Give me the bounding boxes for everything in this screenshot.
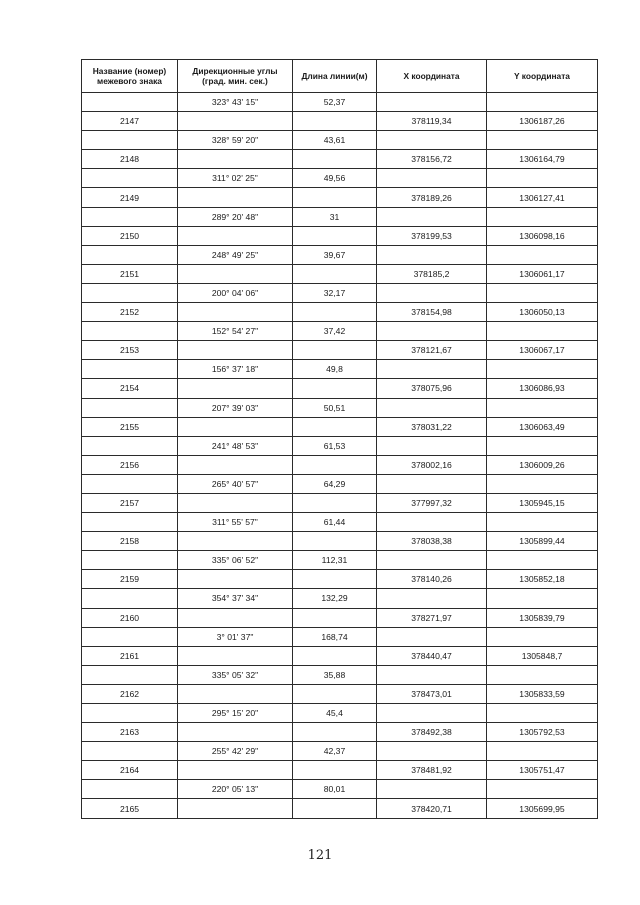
point-x: 378420,71: [377, 799, 487, 818]
empty-cell: [487, 589, 598, 608]
line-length: 35,88: [293, 665, 377, 684]
page-number: 121: [307, 848, 333, 863]
empty-cell: [293, 112, 377, 131]
point-name: 2158: [82, 532, 178, 551]
empty-cell: [178, 379, 293, 398]
line-row: [82, 665, 598, 684]
empty-cell: [377, 360, 487, 379]
line-row: [82, 436, 598, 455]
point-x: 378271,97: [377, 608, 487, 627]
point-y: 1306067,17: [487, 341, 598, 360]
line-length: 64,29: [293, 474, 377, 493]
line-row: [82, 704, 598, 723]
point-name: 2165: [82, 799, 178, 818]
empty-cell: [82, 245, 178, 264]
point-row: [82, 493, 598, 512]
line-angle: 311° 55' 57": [178, 513, 293, 532]
empty-cell: [487, 474, 598, 493]
empty-cell: [178, 303, 293, 322]
empty-cell: [82, 283, 178, 302]
empty-cell: [178, 112, 293, 131]
line-row: [82, 513, 598, 532]
empty-cell: [293, 341, 377, 360]
point-row: [82, 150, 598, 169]
empty-cell: [487, 436, 598, 455]
empty-cell: [178, 150, 293, 169]
empty-cell: [377, 207, 487, 226]
line-length: 49,56: [293, 169, 377, 188]
line-row: [82, 742, 598, 761]
point-name: 2159: [82, 570, 178, 589]
empty-cell: [377, 665, 487, 684]
point-name: 2155: [82, 417, 178, 436]
point-x: 378473,01: [377, 684, 487, 703]
point-row: [82, 417, 598, 436]
empty-cell: [377, 322, 487, 341]
empty-cell: [487, 245, 598, 264]
line-angle: 248° 49' 25": [178, 245, 293, 264]
line-row: [82, 169, 598, 188]
point-name: 2153: [82, 341, 178, 360]
point-name: 2147: [82, 112, 178, 131]
empty-cell: [293, 455, 377, 474]
point-x: 378075,96: [377, 379, 487, 398]
empty-cell: [293, 608, 377, 627]
empty-cell: [487, 398, 598, 417]
empty-cell: [293, 761, 377, 780]
line-length: 168,74: [293, 627, 377, 646]
point-y: 1305945,15: [487, 493, 598, 512]
line-length: 39,67: [293, 245, 377, 264]
empty-cell: [82, 665, 178, 684]
header-y: Y координата: [487, 60, 598, 93]
point-x: 377997,32: [377, 493, 487, 512]
empty-cell: [82, 780, 178, 799]
empty-cell: [293, 684, 377, 703]
empty-cell: [377, 398, 487, 417]
line-row: [82, 322, 598, 341]
empty-cell: [82, 131, 178, 150]
point-y: 1306061,17: [487, 264, 598, 283]
point-row: [82, 532, 598, 551]
empty-cell: [293, 379, 377, 398]
line-length: 31: [293, 207, 377, 226]
empty-cell: [178, 646, 293, 665]
point-y: 1306009,26: [487, 455, 598, 474]
empty-cell: [178, 684, 293, 703]
point-name: 2150: [82, 226, 178, 245]
coordinates-table: [81, 59, 598, 819]
empty-cell: [487, 780, 598, 799]
point-x: 378121,67: [377, 341, 487, 360]
line-row: [82, 131, 598, 150]
header-name: Название (номер) межевого знака: [82, 60, 178, 93]
empty-cell: [377, 245, 487, 264]
empty-cell: [377, 513, 487, 532]
table-body: [82, 93, 598, 819]
point-row: [82, 112, 598, 131]
header-angle: Дирекционные углы (град. мин. сек.): [178, 60, 293, 93]
point-row: [82, 799, 598, 818]
line-angle: 335° 05' 32": [178, 665, 293, 684]
point-name: 2154: [82, 379, 178, 398]
point-y: 1305899,44: [487, 532, 598, 551]
empty-cell: [82, 436, 178, 455]
point-y: 1305792,53: [487, 723, 598, 742]
point-x: 378440,47: [377, 646, 487, 665]
point-x: 378038,38: [377, 532, 487, 551]
empty-cell: [178, 417, 293, 436]
line-angle: 207° 39' 03": [178, 398, 293, 417]
empty-cell: [487, 207, 598, 226]
empty-cell: [82, 207, 178, 226]
empty-cell: [487, 360, 598, 379]
point-row: [82, 570, 598, 589]
point-x: 378492,38: [377, 723, 487, 742]
point-name: 2149: [82, 188, 178, 207]
empty-cell: [377, 551, 487, 570]
line-row: [82, 245, 598, 264]
line-length: 61,53: [293, 436, 377, 455]
empty-cell: [178, 493, 293, 512]
empty-cell: [293, 303, 377, 322]
empty-cell: [82, 551, 178, 570]
line-row: [82, 283, 598, 302]
line-angle: 265° 40' 57": [178, 474, 293, 493]
point-x: 378199,53: [377, 226, 487, 245]
line-length: 52,37: [293, 93, 377, 112]
line-length: 45,4: [293, 704, 377, 723]
point-x: 378156,72: [377, 150, 487, 169]
empty-cell: [487, 131, 598, 150]
empty-cell: [293, 264, 377, 283]
point-row: [82, 646, 598, 665]
point-x: 378140,26: [377, 570, 487, 589]
line-row: [82, 627, 598, 646]
empty-cell: [293, 150, 377, 169]
point-row: [82, 761, 598, 780]
line-angle: 255° 42' 29": [178, 742, 293, 761]
empty-cell: [178, 341, 293, 360]
line-angle: 354° 37' 34": [178, 589, 293, 608]
point-row: [82, 188, 598, 207]
point-y: 1306187,26: [487, 112, 598, 131]
empty-cell: [178, 608, 293, 627]
empty-cell: [487, 742, 598, 761]
empty-cell: [293, 799, 377, 818]
empty-cell: [487, 513, 598, 532]
empty-cell: [487, 169, 598, 188]
point-row: [82, 379, 598, 398]
point-row: [82, 684, 598, 703]
empty-cell: [178, 226, 293, 245]
point-y: 1305751,47: [487, 761, 598, 780]
line-angle: 328° 59' 20": [178, 131, 293, 150]
empty-cell: [377, 131, 487, 150]
empty-cell: [293, 646, 377, 665]
point-name: 2156: [82, 455, 178, 474]
empty-cell: [178, 723, 293, 742]
line-row: [82, 780, 598, 799]
point-row: [82, 264, 598, 283]
point-y: 1306098,16: [487, 226, 598, 245]
empty-cell: [377, 93, 487, 112]
line-length: 80,01: [293, 780, 377, 799]
empty-cell: [82, 169, 178, 188]
point-name: 2152: [82, 303, 178, 322]
point-x: 378031,22: [377, 417, 487, 436]
point-row: [82, 341, 598, 360]
empty-cell: [487, 283, 598, 302]
empty-cell: [377, 169, 487, 188]
line-angle: 152° 54' 27": [178, 322, 293, 341]
point-y: 1305839,79: [487, 608, 598, 627]
empty-cell: [293, 188, 377, 207]
point-name: 2162: [82, 684, 178, 703]
empty-cell: [82, 589, 178, 608]
header-length: Длина линии(м): [293, 60, 377, 93]
point-row: [82, 723, 598, 742]
empty-cell: [487, 665, 598, 684]
line-angle: 3° 01' 37": [178, 627, 293, 646]
point-x: 378189,26: [377, 188, 487, 207]
empty-cell: [82, 360, 178, 379]
empty-cell: [293, 723, 377, 742]
point-y: 1306127,41: [487, 188, 598, 207]
empty-cell: [178, 799, 293, 818]
header-x: X координата: [377, 60, 487, 93]
point-y: 1306050,13: [487, 303, 598, 322]
empty-cell: [377, 627, 487, 646]
point-name: 2163: [82, 723, 178, 742]
point-x: 378119,34: [377, 112, 487, 131]
empty-cell: [293, 226, 377, 245]
line-row: [82, 398, 598, 417]
line-angle: 295° 15' 20": [178, 704, 293, 723]
empty-cell: [82, 93, 178, 112]
point-x: 378154,98: [377, 303, 487, 322]
empty-cell: [487, 93, 598, 112]
empty-cell: [377, 704, 487, 723]
point-row: [82, 608, 598, 627]
empty-cell: [178, 455, 293, 474]
empty-cell: [82, 322, 178, 341]
line-length: 132,29: [293, 589, 377, 608]
empty-cell: [82, 474, 178, 493]
point-x: 378481,92: [377, 761, 487, 780]
empty-cell: [178, 264, 293, 283]
empty-cell: [293, 532, 377, 551]
point-name: 2157: [82, 493, 178, 512]
empty-cell: [178, 532, 293, 551]
empty-cell: [377, 283, 487, 302]
line-angle: 335° 06' 52": [178, 551, 293, 570]
point-y: 1305852,18: [487, 570, 598, 589]
point-name: 2151: [82, 264, 178, 283]
point-name: 2164: [82, 761, 178, 780]
line-angle: 311° 02' 25": [178, 169, 293, 188]
line-row: [82, 360, 598, 379]
point-y: 1305833,59: [487, 684, 598, 703]
empty-cell: [487, 704, 598, 723]
empty-cell: [377, 780, 487, 799]
point-row: [82, 455, 598, 474]
empty-cell: [293, 493, 377, 512]
line-angle: 156° 37' 18": [178, 360, 293, 379]
line-angle: 289° 20' 48": [178, 207, 293, 226]
empty-cell: [82, 742, 178, 761]
line-length: 42,37: [293, 742, 377, 761]
empty-cell: [377, 436, 487, 455]
empty-cell: [487, 551, 598, 570]
empty-cell: [178, 570, 293, 589]
line-length: 43,61: [293, 131, 377, 150]
empty-cell: [82, 627, 178, 646]
line-row: [82, 93, 598, 112]
empty-cell: [82, 398, 178, 417]
point-name: 2148: [82, 150, 178, 169]
point-y: 1306086,93: [487, 379, 598, 398]
point-name: 2160: [82, 608, 178, 627]
empty-cell: [377, 474, 487, 493]
point-y: 1305699,95: [487, 799, 598, 818]
line-length: 50,51: [293, 398, 377, 417]
line-length: 37,42: [293, 322, 377, 341]
empty-cell: [487, 322, 598, 341]
point-row: [82, 226, 598, 245]
line-length: 61,44: [293, 513, 377, 532]
line-row: [82, 551, 598, 570]
line-row: [82, 474, 598, 493]
empty-cell: [377, 742, 487, 761]
line-row: [82, 207, 598, 226]
point-y: 1305848,7: [487, 646, 598, 665]
empty-cell: [178, 761, 293, 780]
empty-cell: [82, 704, 178, 723]
table-header-row: [82, 60, 598, 93]
empty-cell: [487, 627, 598, 646]
point-row: [82, 303, 598, 322]
line-length: 32,17: [293, 283, 377, 302]
line-row: [82, 589, 598, 608]
empty-cell: [293, 570, 377, 589]
line-angle: 220° 05' 13": [178, 780, 293, 799]
empty-cell: [293, 417, 377, 436]
point-y: 1306164,79: [487, 150, 598, 169]
line-angle: 200° 04' 06": [178, 283, 293, 302]
point-x: 378185,2: [377, 264, 487, 283]
line-length: 49,8: [293, 360, 377, 379]
line-angle: 241° 48' 53": [178, 436, 293, 455]
empty-cell: [178, 188, 293, 207]
point-x: 378002,16: [377, 455, 487, 474]
point-y: 1306063,49: [487, 417, 598, 436]
line-length: 112,31: [293, 551, 377, 570]
line-angle: 323° 43' 15": [178, 93, 293, 112]
empty-cell: [377, 589, 487, 608]
empty-cell: [82, 513, 178, 532]
point-name: 2161: [82, 646, 178, 665]
